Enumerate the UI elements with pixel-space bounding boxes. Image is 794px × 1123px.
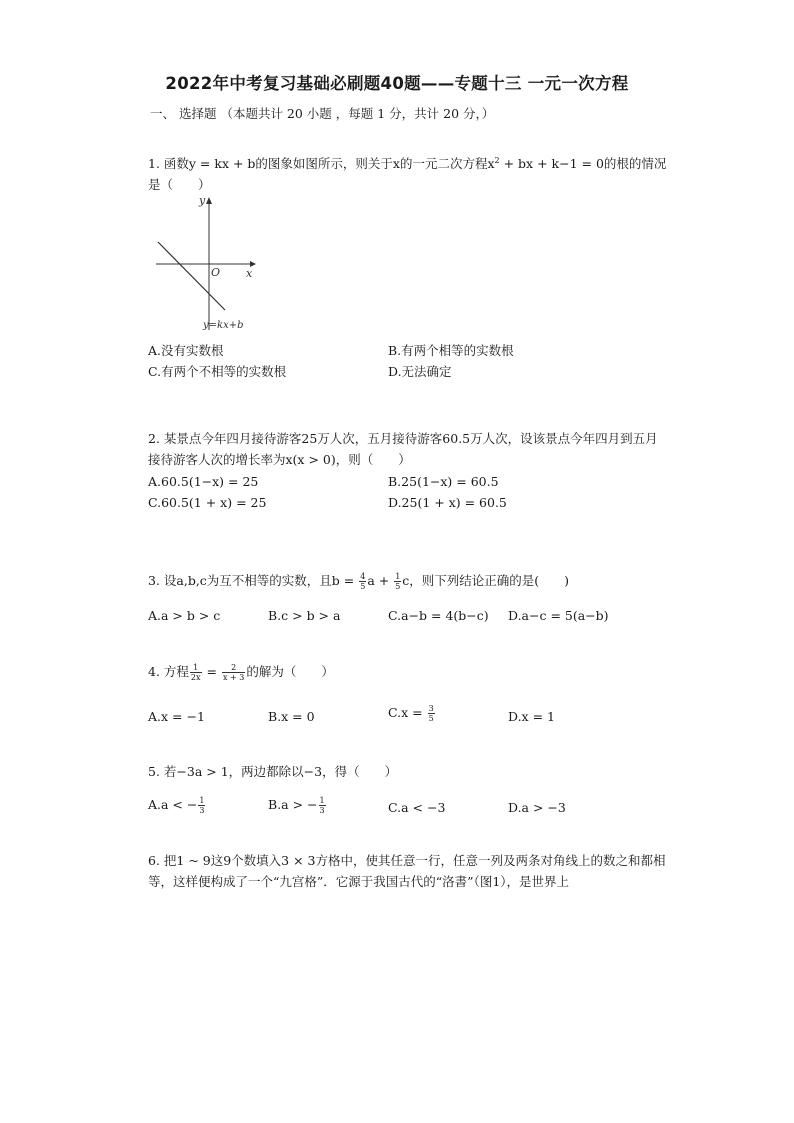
q3-option-c[interactable]: C.a−b = 4(b−c) <box>388 608 489 623</box>
fraction-numerator: 1 <box>199 796 205 805</box>
fraction-3-5 <box>428 704 435 723</box>
q5-option-d[interactable]: D.a > −3 <box>508 800 566 815</box>
question-3 <box>148 570 668 591</box>
question-6: 6. 把1 ~ 9这9个数填入3 × 3方格中，使其任意一行，任意一列及两条对角线上的数之和都相等，这样便构成了一个“九宫格”．它源于我国古代的“洛書”（图1），是世界上 <box>148 853 666 889</box>
fraction-denominator: 3 <box>319 806 325 815</box>
fraction-numerator: 1 <box>395 572 401 581</box>
q1-option-a[interactable]: A.没有实数根 <box>148 343 224 358</box>
page-title: 2022年中考复习基础必刷题40题——专题十三 一元一次方程 <box>165 74 629 93</box>
fraction-1-2x <box>190 663 202 682</box>
fraction-4-5 <box>359 572 366 591</box>
fraction-numerator: 1 <box>190 663 202 673</box>
fraction-1-5 <box>394 572 401 591</box>
question-3-text-b: a + <box>367 573 394 588</box>
q5-option-a-label: A.a < − <box>148 797 198 812</box>
q1-option-b[interactable]: B.有两个相等的实数根 <box>388 343 514 358</box>
q2-option-b[interactable]: B.25(1−x) = 60.5 <box>388 474 499 489</box>
fraction-numerator: 3 <box>428 704 434 713</box>
q1-option-d[interactable]: D.无法确定 <box>388 364 452 379</box>
question-1 <box>148 150 668 195</box>
q3-option-b[interactable]: B.c > b > a <box>268 608 341 623</box>
q5-option-a[interactable] <box>148 796 206 815</box>
q4-option-c[interactable] <box>388 704 436 723</box>
q2-option-a[interactable]: A.60.5(1−x) = 25 <box>148 474 259 489</box>
fraction-1-3 <box>319 796 326 815</box>
q4-option-b[interactable]: B.x = 0 <box>268 709 315 724</box>
q3-option-d[interactable]: D.a−c = 5(a−b) <box>508 608 609 623</box>
exponent: 2 <box>494 156 500 165</box>
question-5: 5. 若−3a > 1，两边都除以−3，得（ ） <box>148 764 398 779</box>
fraction-denominator: x + 3 <box>222 673 245 682</box>
question-3-text-a: 3. 设a,b,c为互不相等的实数，且b = <box>148 573 359 588</box>
q5-option-b[interactable] <box>268 796 327 815</box>
question-4-text-a: 4. 方程 <box>148 664 189 679</box>
question-1-text-b: + bx + k−1 = 0的根的情况是（ ） <box>148 156 667 193</box>
fraction-1-3 <box>198 796 205 815</box>
q4-option-a[interactable]: A.x = −1 <box>148 709 205 724</box>
fraction-denominator: 5 <box>428 714 434 723</box>
q1-option-c[interactable]: C.有两个不相等的实数根 <box>148 364 287 379</box>
fraction-numerator: 1 <box>319 796 325 805</box>
q5-option-b-label: B.a > − <box>268 797 318 812</box>
x-axis-label: x <box>246 267 253 280</box>
fraction-denominator: 5 <box>395 582 401 591</box>
equals-sign: = <box>202 664 221 679</box>
q2-option-c[interactable]: C.60.5(1 + x) = 25 <box>148 495 267 510</box>
question-1-text-a: 1. 函数y = kx + b的图象如图所示，则关于x的一元二次方程x <box>148 156 495 172</box>
q3-option-a[interactable]: A.a > b > c <box>148 608 221 623</box>
fraction-denominator: 2x <box>190 673 201 682</box>
origin-label: O <box>211 266 221 279</box>
q2-option-d[interactable]: D.25(1 + x) = 60.5 <box>388 495 507 510</box>
linear-function-graph <box>152 192 262 337</box>
question-2: 2. 某景点今年四月接待游客25万人次，五月接待游客60.5万人次，设该景点今年四月到五月接待游客人次的增长率为x(x > 0)，则（ ） <box>148 431 658 467</box>
question-4-text-b: 的解为（ ） <box>246 664 334 679</box>
fraction-2-x3 <box>222 663 245 682</box>
q4-option-c-label: C.x = <box>388 705 427 720</box>
question-3-text-c: c，则下列结论正确的是( ) <box>402 573 570 588</box>
q5-option-c[interactable]: C.a < −3 <box>388 800 446 815</box>
graph-caption: y=kx+b <box>203 320 244 331</box>
fraction-numerator: 4 <box>360 572 366 581</box>
section-heading: 一、 选择题 （本题共计 20 小题 ，每题 1 分，共计 20 分，） <box>150 106 495 121</box>
fraction-denominator: 5 <box>360 582 366 591</box>
fraction-denominator: 3 <box>199 806 205 815</box>
fraction-numerator: 2 <box>222 663 245 673</box>
y-axis-arrow <box>206 197 212 204</box>
y-axis-label: y <box>199 194 206 207</box>
q4-option-d[interactable]: D.x = 1 <box>508 709 555 724</box>
question-4 <box>148 661 668 682</box>
